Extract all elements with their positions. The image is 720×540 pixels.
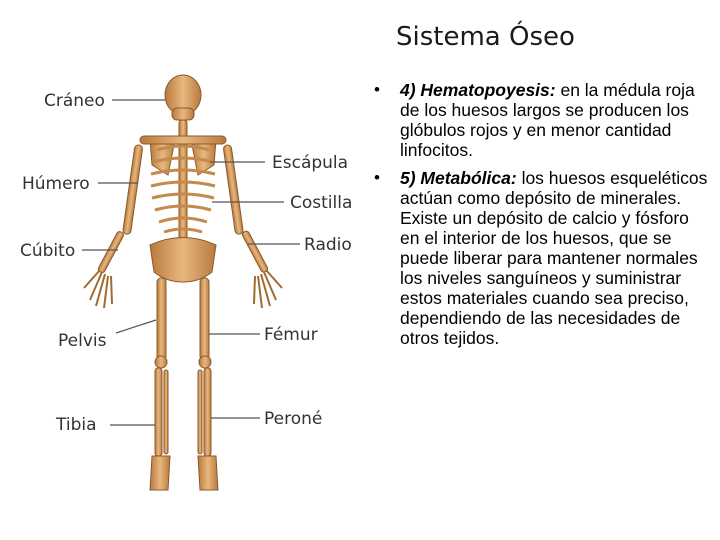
shoulder-bar-shape bbox=[140, 136, 226, 144]
bullet-lead: 4) Hematopoyesis: bbox=[400, 80, 556, 100]
left-humerus-shape bbox=[123, 144, 143, 234]
skeleton-drawing bbox=[84, 75, 282, 490]
label-perone: Peroné bbox=[264, 409, 323, 429]
skeleton-figure bbox=[0, 60, 370, 530]
label-tibia: Tibia bbox=[56, 415, 97, 435]
label-femur: Fémur bbox=[264, 325, 318, 345]
right-knee-shape bbox=[199, 356, 211, 368]
label-humero: Húmero bbox=[22, 174, 90, 194]
right-hand-shape bbox=[254, 270, 282, 308]
left-fibula-shape bbox=[164, 370, 168, 454]
bullet-metabolica bbox=[372, 168, 712, 348]
label-escapula: Escápula bbox=[272, 153, 349, 173]
bullet-list bbox=[372, 80, 712, 356]
slide-title: Sistema Óseo bbox=[396, 22, 575, 52]
bullet-text: los huesos esqueléticos actúan como depósito de minerales. Existe un depósito de calcio y fósforo en el interior de los huesos, que se puede liberar para mantener normales los niveles sanguíneos y suministrar estos materiales cuando sea preciso, dependiendo de las necesidades de otros tejidos. bbox=[400, 168, 708, 348]
right-humerus-shape bbox=[223, 144, 243, 234]
bullet-marker: • bbox=[374, 168, 380, 187]
bullet-hematopoyesis bbox=[372, 80, 712, 160]
left-tibia-shape bbox=[155, 368, 162, 456]
right-femur-shape bbox=[200, 278, 209, 360]
label-radio: Radio bbox=[304, 235, 352, 255]
bullet-text: en la médula roja de los huesos largos se producen los glóbulos rojos y en menor cantidad linfocitos. bbox=[400, 80, 695, 160]
jaw-shape bbox=[172, 108, 194, 120]
label-craneo: Cráneo bbox=[44, 91, 105, 111]
right-fibula-shape bbox=[198, 370, 202, 454]
label-pelvis: Pelvis bbox=[58, 331, 107, 351]
right-forearm-shape bbox=[241, 230, 268, 273]
right-foot-shape bbox=[198, 456, 218, 490]
left-forearm-shape bbox=[97, 231, 124, 274]
pelvis-shape bbox=[150, 238, 216, 283]
left-hand-shape bbox=[84, 270, 112, 308]
left-foot-shape bbox=[150, 456, 170, 490]
label-costilla: Costilla bbox=[290, 193, 353, 213]
left-knee-shape bbox=[155, 356, 167, 368]
bullet-lead: 5) Metabólica: bbox=[400, 168, 517, 188]
label-cubito: Cúbito bbox=[20, 241, 76, 261]
bullet-marker: • bbox=[374, 80, 380, 99]
left-femur-shape bbox=[157, 278, 166, 360]
right-tibia-shape bbox=[204, 368, 211, 456]
